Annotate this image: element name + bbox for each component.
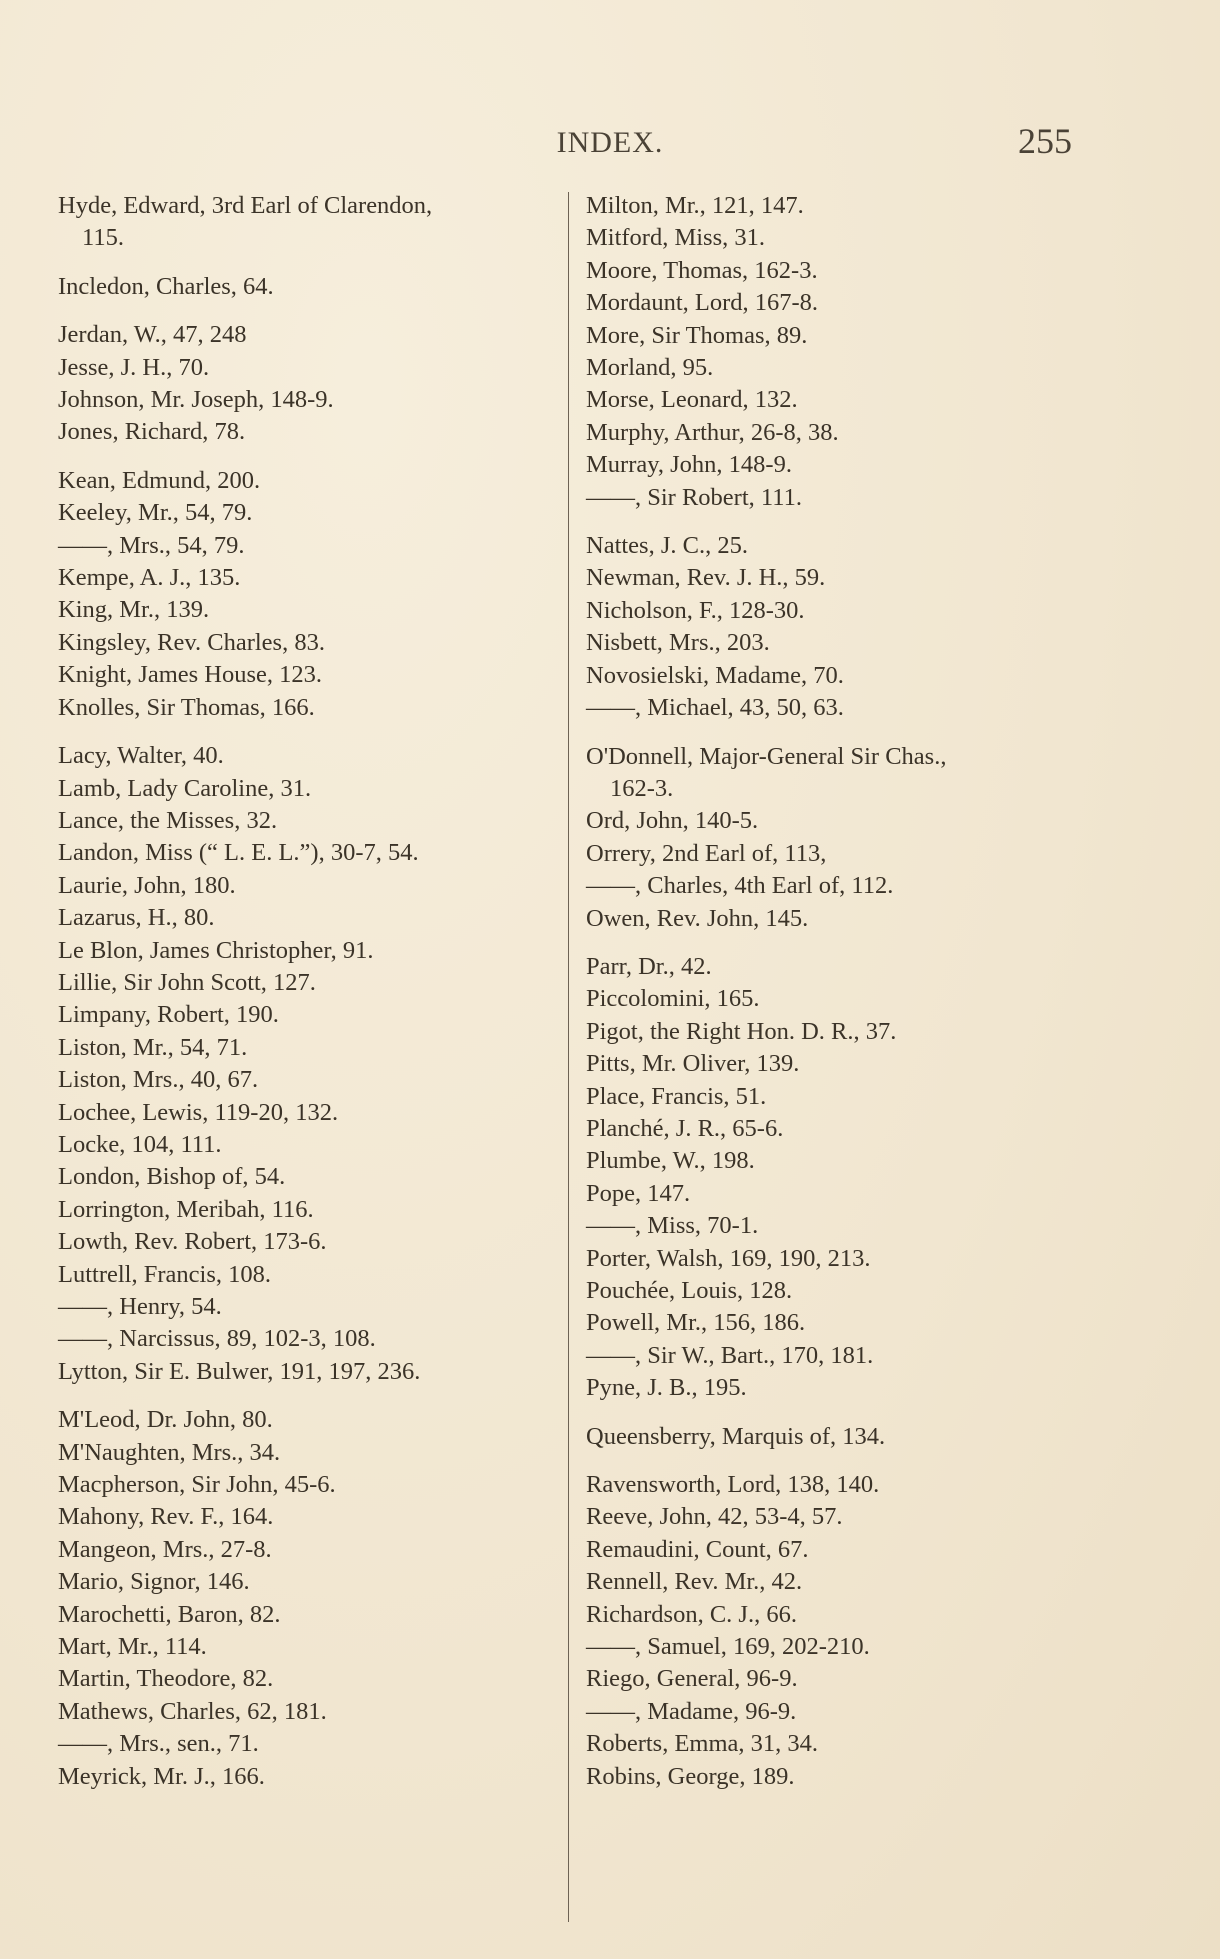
index-entry: ——, Mrs., 54, 79. (58, 531, 245, 559)
index-entry: Mordaunt, Lord, 167-8. (586, 289, 819, 317)
index-entry: Kempe, A. J., 135. (58, 564, 241, 592)
index-entry: Liston, Mr., 54, 71. (58, 1033, 248, 1061)
index-entry: Lillie, Sir John Scott, 127. (58, 968, 316, 996)
index-entry: Mahony, Rev. F., 164. (58, 1503, 274, 1531)
index-entry: Locke, 104, 111. (58, 1130, 222, 1158)
index-entry: O'Donnell, Major-General Sir Chas., (586, 742, 947, 770)
index-column-right (586, 190, 1106, 1793)
index-entry: Reeve, John, 42, 53-4, 57. (586, 1503, 843, 1531)
index-entry: Mangeon, Mrs., 27-8. (58, 1535, 272, 1563)
index-entry: Lazarus, H., 80. (58, 904, 215, 932)
index-entry: Mathews, Charles, 62, 181. (58, 1697, 327, 1725)
index-entry: More, Sir Thomas, 89. (586, 321, 808, 349)
index-entry: Rennell, Rev. Mr., 42. (586, 1568, 803, 1596)
index-entry: London, Bishop of, 54. (58, 1163, 286, 1191)
index-entry: Jones, Richard, 78. (58, 418, 246, 446)
index-entry: Lorrington, Meribah, 116. (58, 1195, 314, 1223)
index-entry: Lacy, Walter, 40. (58, 742, 224, 770)
index-entry: ——, Samuel, 169, 202-210. (586, 1633, 870, 1661)
index-entry: Robins, George, 189. (586, 1762, 795, 1790)
index-entry: Roberts, Emma, 31, 34. (586, 1730, 819, 1758)
index-entry: Parr, Dr., 42. (586, 952, 712, 980)
index-entry: King, Mr., 139. (58, 596, 210, 624)
index-entry: ——, Sir W., Bart., 170, 181. (586, 1341, 874, 1369)
index-entry: Plumbe, W., 198. (586, 1147, 755, 1175)
index-entry: Kingsley, Rev. Charles, 83. (58, 628, 325, 656)
index-entry: M'Leod, Dr. John, 80. (58, 1406, 273, 1434)
index-entry: Macpherson, Sir John, 45-6. (58, 1471, 336, 1499)
page-number: 255 (1018, 121, 1072, 161)
index-entry: ——, Henry, 54. (58, 1293, 222, 1320)
index-entry: Powell, Mr., 156, 186. (586, 1309, 806, 1337)
index-entry: Murray, John, 148-9. (586, 451, 792, 479)
index-entry: Mart, Mr., 114. (58, 1633, 207, 1661)
index-entry: Limpany, Robert, 190. (58, 1001, 279, 1029)
running-header-title: INDEX. (556, 126, 664, 159)
index-entry: Mario, Signor, 146. (58, 1568, 250, 1596)
index-entry: Pitts, Mr. Oliver, 139. (586, 1050, 800, 1078)
index-entry: Queensberry, Marquis of, 134. (586, 1422, 886, 1450)
index-entry: Pyne, J. B., 195. (586, 1374, 747, 1402)
index-entry: Owen, Rev. John, 145. (586, 904, 809, 932)
index-entry: Martin, Theodore, 82. (58, 1665, 274, 1693)
index-entry: Keeley, Mr., 54, 79. (58, 499, 253, 527)
index-entry: 162-3. (610, 774, 674, 802)
index-entry: Place, Francis, 51. (586, 1082, 767, 1110)
index-entry: ——, Narcissus, 89, 102-3, 108. (58, 1325, 376, 1353)
column-divider (568, 192, 569, 1922)
index-entry: Milton, Mr., 121, 147. (586, 192, 804, 219)
index-entry: M'Naughten, Mrs., 34. (58, 1438, 281, 1466)
index-entry: Remaudini, Count, 67. (586, 1535, 809, 1563)
index-entry: Morland, 95. (586, 354, 714, 382)
index-entry: Novosielski, Madame, 70. (586, 661, 844, 689)
index-entry: ——, Sir Robert, 111. (586, 483, 802, 511)
index-entry: Pope, 147. (586, 1179, 691, 1207)
index-entry: Richardson, C. J., 66. (586, 1600, 797, 1628)
index-entry: Porter, Walsh, 169, 190, 213. (586, 1244, 871, 1272)
index-entry: Nisbett, Mrs., 203. (586, 629, 770, 657)
index-entry: ——, Miss, 70-1. (586, 1212, 759, 1240)
index-entry: 115. (82, 224, 124, 252)
index-entry: Lamb, Lady Caroline, 31. (58, 774, 312, 802)
index-entry: Pouchée, Louis, 128. (586, 1277, 793, 1304)
index-entry: Lochee, Lewis, 119-20, 132. (58, 1098, 339, 1126)
index-entry: Moore, Thomas, 162-3. (586, 256, 818, 284)
index-entry: Landon, Miss (“ L. E. L.”), 30-7, 54. (58, 839, 419, 867)
index-entry: Meyrick, Mr. J., 166. (58, 1762, 265, 1790)
index-entry: Planché, J. R., 65-6. (586, 1114, 784, 1142)
index-entry: ——, Michael, 43, 50, 63. (586, 694, 844, 722)
index-entry: Hyde, Edward, 3rd Earl of Clarendon, (58, 192, 433, 219)
index-entry: Lytton, Sir E. Bulwer, 191, 197, 236. (58, 1357, 421, 1385)
index-entry: Johnson, Mr. Joseph, 148-9. (58, 386, 334, 414)
index-entry: Nicholson, F., 128-30. (586, 596, 805, 624)
index-entry: ——, Mrs., sen., 71. (58, 1730, 259, 1758)
index-entry: Lance, the Misses, 32. (58, 806, 278, 834)
index-entry: Liston, Mrs., 40, 67. (58, 1066, 259, 1094)
index-entry: ——, Madame, 96-9. (586, 1697, 797, 1725)
index-entry: Jesse, J. H., 70. (58, 353, 210, 381)
index-entry: Mitford, Miss, 31. (586, 224, 766, 252)
index-entry: Piccolomini, 165. (586, 985, 760, 1013)
index-entry: Ord, John, 140-5. (586, 807, 759, 835)
index-entry: Riego, General, 96-9. (586, 1665, 798, 1693)
index-entry: Laurie, John, 180. (58, 871, 236, 899)
index-entry: Incledon, Charles, 64. (58, 272, 274, 300)
index-entry: Lowth, Rev. Robert, 173-6. (58, 1228, 327, 1256)
index-entry: Kean, Edmund, 200. (58, 466, 261, 494)
index-entry: Murphy, Arthur, 26-8, 38. (586, 418, 839, 446)
index-entry: Pigot, the Right Hon. D. R., 37. (586, 1017, 897, 1045)
index-entry: Orrery, 2nd Earl of, 113, (586, 839, 827, 867)
index-entry: Luttrell, Francis, 108. (58, 1260, 271, 1288)
index-entry: Marochetti, Baron, 82. (58, 1600, 281, 1628)
index-entry: Ravensworth, Lord, 138, 140. (586, 1471, 880, 1499)
index-entry: ——, Charles, 4th Earl of, 112. (586, 872, 894, 900)
index-entry: Le Blon, James Christopher, 91. (58, 936, 374, 964)
index-entry: Morse, Leonard, 132. (586, 386, 798, 414)
index-entry: Jerdan, W., 47, 248 (58, 321, 247, 349)
index-column-left (58, 190, 563, 1793)
index-entry: Nattes, J. C., 25. (586, 532, 748, 560)
index-entry: Knolles, Sir Thomas, 166. (58, 693, 315, 721)
index-entry: Newman, Rev. J. H., 59. (586, 564, 826, 592)
index-entry: Knight, James House, 123. (58, 661, 323, 689)
